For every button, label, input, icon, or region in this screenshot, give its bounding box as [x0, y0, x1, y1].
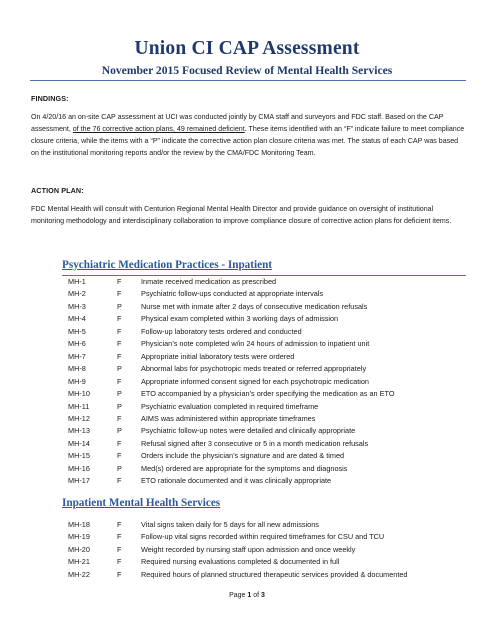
- item-status: P: [117, 426, 122, 436]
- item-code: MH-3: [68, 301, 86, 311]
- item-status: F: [117, 289, 122, 299]
- item-status: F: [117, 277, 122, 286]
- item-status: F: [117, 569, 122, 579]
- item-description: Inmate received medication as prescribed: [141, 277, 277, 286]
- item-code: MH-10: [68, 389, 90, 399]
- item-code: MH-6: [68, 339, 86, 349]
- item-code: MH-2: [68, 289, 86, 299]
- item-status: F: [117, 520, 122, 529]
- item-description: Psychiatric evaluation completed in required timeframe: [141, 401, 319, 411]
- item-description: Psychiatric follow-up notes were detailed and clinically appropriate: [141, 426, 356, 436]
- item-code: MH-21: [68, 557, 90, 567]
- item-code: MH-20: [68, 544, 90, 554]
- item-description: Vital signs taken daily for 5 days for all new admissions: [141, 520, 319, 529]
- item-status: P: [117, 301, 122, 311]
- item-description: Physician’s note completed w/in 24 hours of admission to inpatient unit: [141, 339, 370, 349]
- document-subtitle: November 2015 Focused Review of Mental Health Services: [101, 64, 393, 77]
- item-description: Follow-up vital signs recorded within required timeframes for CSU and TCU: [141, 532, 385, 542]
- item-status: F: [117, 532, 122, 542]
- item-status: F: [117, 557, 122, 567]
- item-description: Nurse met with inmate after 2 days of consecutive medication refusals: [141, 301, 368, 311]
- item-status: F: [117, 451, 122, 461]
- item-status: F: [117, 326, 122, 336]
- item-status: F: [117, 339, 122, 349]
- page-mid: of: [251, 592, 262, 599]
- item-status: F: [117, 438, 122, 448]
- findings-underlined-text: of the 76 corrective action plans, 49 remained deficient: [72, 125, 245, 133]
- item-description: Required nursing evaluations completed & documented in full: [141, 557, 340, 567]
- item-code: MH-7: [68, 351, 86, 361]
- item-description: Follow-up laboratory tests ordered and conducted: [141, 326, 302, 336]
- item-description: Required hours of planned structured therapeutic services provided & documented: [141, 569, 408, 579]
- item-code: MH-9: [68, 376, 86, 386]
- item-status: F: [117, 351, 122, 361]
- item-description: Med(s) ordered are appropriate for the symptoms and diagnosis: [141, 463, 348, 473]
- page-prefix: Page: [229, 592, 248, 599]
- action-plan-paragraph: FDC Mental Health will consult with Centurion Regional Mental Health Director and provide guidance on oversight of institutional monitoring methodology and interdisciplinary collaboration to improve compliance closure of corrective action plans for deficient items.: [31, 205, 452, 225]
- item-code: MH-11: [68, 401, 90, 411]
- findings-paragraph: [31, 111, 467, 159]
- document-title: Union CI CAP Assessment: [134, 38, 360, 59]
- item-code: MH-18: [68, 520, 90, 529]
- item-status: F: [117, 413, 122, 423]
- item-code: MH-4: [68, 314, 86, 324]
- item-description: Refusal signed after 3 consecutive or 5 in a month medication refusals: [141, 438, 369, 448]
- page-number: 1: [247, 592, 252, 599]
- page-total: 3: [261, 592, 265, 599]
- item-description: ETO rationale documented and it was clinically appropriate: [141, 476, 332, 486]
- item-code: MH-12: [68, 413, 90, 423]
- item-status: F: [117, 544, 122, 554]
- item-code: MH-8: [68, 364, 86, 374]
- item-code: MH-5: [68, 326, 86, 336]
- item-description: Orders include the physician’s signature and are dated & timed: [141, 451, 345, 461]
- item-description: ETO accompanied by a physician’s order specifying the medication as an ETO: [141, 389, 395, 399]
- page-footer: [0, 592, 494, 599]
- item-description: Psychiatric follow-ups conducted at appropriate intervals: [141, 289, 324, 299]
- item-status: P: [117, 389, 122, 399]
- findings-label: FINDINGS:: [31, 94, 69, 103]
- item-code: MH-22: [68, 569, 90, 579]
- item-code: MH-19: [68, 532, 90, 542]
- item-description: Physical exam completed within 3 working days of admission: [141, 314, 339, 324]
- item-code: MH-16: [68, 463, 90, 473]
- item-status: F: [117, 314, 122, 324]
- section-title-psychiatric-medication: Psychiatric Medication Practices - Inpatient: [62, 259, 273, 271]
- item-status: P: [117, 401, 122, 411]
- section-title-inpatient-services: Inpatient Mental Health Services: [62, 497, 221, 509]
- item-description: Appropriate initial laboratory tests were ordered: [141, 351, 295, 361]
- item-code: MH-17: [68, 476, 90, 486]
- item-status: F: [117, 476, 122, 486]
- item-code: MH-15: [68, 451, 90, 461]
- item-status: P: [117, 463, 122, 473]
- item-code: MH-13: [68, 426, 90, 436]
- item-description: Abnormal labs for psychotropic meds treated or referred appropriately: [141, 364, 367, 374]
- item-code: MH-14: [68, 438, 90, 448]
- title-divider: [30, 80, 466, 81]
- item-status: P: [117, 364, 122, 374]
- item-description: Weight recorded by nursing staff upon admission and once weekly: [141, 544, 356, 554]
- findings-text-after: . These items identified with an “F” indicate failure to meet compliance closure criteria, while the items with a “P” indicate the corrective action plan closure criteria was met. The status of each CAP was based on the institutional monitoring reports and/or the review by the CMA/FDC Monitoring Team.: [31, 125, 465, 157]
- action-plan-label: ACTION PLAN:: [31, 186, 84, 195]
- item-description: Appropriate informed consent signed for each psychotropic medication: [141, 376, 369, 386]
- item-code: MH-1: [68, 277, 86, 286]
- item-description: AIMS was administered within appropriate timeframes: [141, 413, 316, 423]
- item-status: F: [117, 376, 122, 386]
- findings-text-before: On 4/20/16 an on-site CAP assessment at UCI was conducted jointly by CMA staff and surveyors and FDC staff. Based on the CAP assessment,: [31, 113, 444, 133]
